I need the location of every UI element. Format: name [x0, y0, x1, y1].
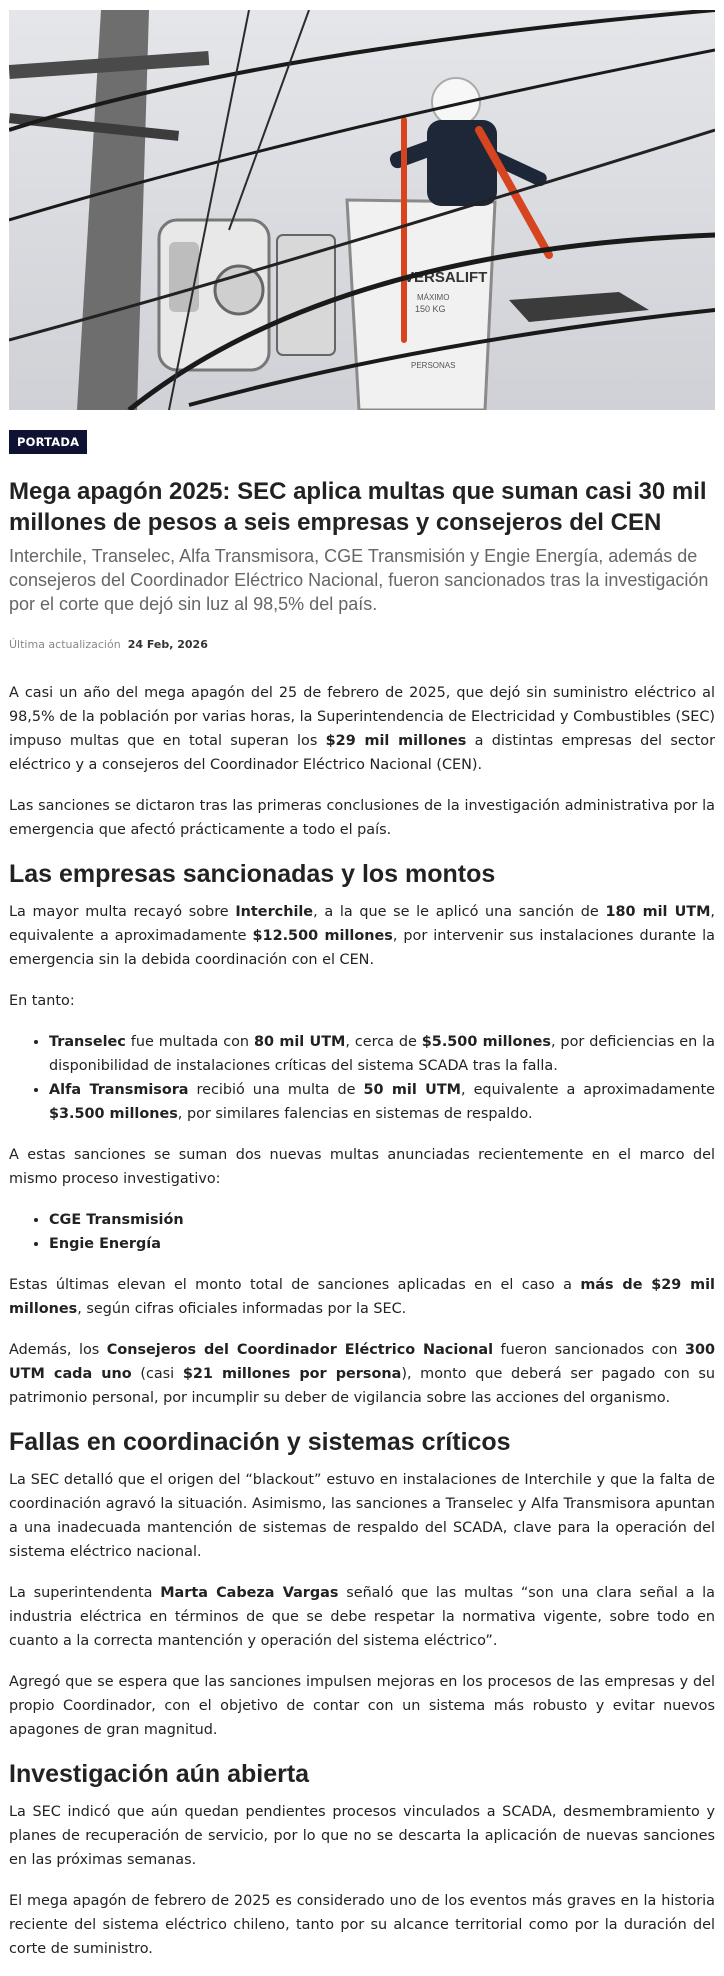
- last-updated-label: Última actualización: [9, 638, 121, 651]
- list-item: • Alfa Transmisora recibió una multa de 50 mil UTM, equivalente a aproximadamente $3.500 millones, por similares falencias en sistemas de respaldo.: [49, 1078, 715, 1126]
- list-item: • Engie Energía: [49, 1232, 715, 1256]
- section-heading: Las empresas sancionadas y los montos: [9, 860, 496, 888]
- paragraph: La mayor multa recayó sobre Interchile, a la que se le aplicó una sanción de 180 mil UTM, equivalente a aproximadamente $12.500 millones, por intervenir sus instalaciones durante la emergencia sin la debida coordinación con el CEN.: [9, 904, 715, 968]
- paragraph: La SEC detalló que el origen del “blackout” estuvo en instalaciones de Interchile y que la falta de coordinación agravó la situación. Asimismo, las sanciones a Transelec y Alfa Transmisora apuntan a una inadecuada mantención de sistemas de respaldo del SCADA, clave para la operación del sistema eléctrico nacional.: [9, 1472, 715, 1560]
- paragraph: La superintendenta Marta Cabeza Vargas señaló que las multas “son una clara señal a la industria eléctrica en términos de que se debe respetar la normativa vigente, sobre todo en cuanto a la correcta mantención y operación del sistema eléctrico”.: [9, 1585, 715, 1649]
- paragraph: El mega apagón de febrero de 2025 es considerado uno de los eventos más graves en la historia reciente del sistema eléctrico chileno, tanto por su alcance territorial como por la duración del corte de suministro.: [9, 1893, 715, 1957]
- paragraph: A estas sanciones se suman dos nuevas multas anunciadas recientemente en el marco del mismo proceso investigativo:: [9, 1147, 715, 1187]
- new-fines-list: [9, 1208, 715, 1256]
- svg-text:PERSONAS: PERSONAS: [411, 361, 456, 370]
- paragraph: Las sanciones se dictaron tras las primeras conclusiones de la investigación administrativa por la emergencia que afectó prácticamente a todo el país.: [9, 798, 715, 838]
- hero-photo: [9, 10, 715, 410]
- paragraph: En tanto:: [9, 993, 75, 1009]
- paragraph: Agregó que se espera que las sanciones impulsen mejoras en los procesos de las empresas y del propio Coordinador, con el objetivo de contar con un sistema más robusto y evitar nuevos apagones de gran magnitud.: [9, 1674, 715, 1738]
- section-heading: Fallas en coordinación y sistemas críticos: [9, 1428, 511, 1456]
- article-title: Mega apagón 2025: SEC aplica multas que suman casi 30 mil millones de pesos a seis empresas y consejeros del CEN: [9, 478, 707, 536]
- svg-text:MÁXIMO: MÁXIMO: [417, 293, 450, 302]
- paragraph: Estas últimas elevan el monto total de sanciones aplicadas en el caso a más de $29 mil millones, según cifras oficiales informadas por la SEC.: [9, 1277, 715, 1317]
- paragraph: Además, los Consejeros del Coordinador Eléctrico Nacional fueron sancionados con 300 UTM cada uno (casi $21 millones por persona), monto que deberá ser pagado con su patrimonio personal, por incumplir su deber de vigilancia sobre las acciones del organismo.: [9, 1342, 716, 1406]
- section-heading: Investigación aún abierta: [9, 1760, 310, 1788]
- svg-text:VERSALIFT: VERSALIFT: [404, 269, 488, 286]
- worker: [427, 120, 497, 206]
- category-badge[interactable]: PORTADA: [9, 430, 87, 454]
- paragraph: La SEC indicó que aún quedan pendientes procesos vinculados a SCADA, desmembramiento y planes de recuperación de servicio, por lo que no se descarta la aplicación de nuevas sanciones en las próximas semanas.: [9, 1804, 715, 1868]
- paragraph: A casi un año del mega apagón del 25 de febrero de 2025, que dejó sin suministro eléctrico al 98,5% de la población por varias horas, la Superintendencia de Electricidad y Combustibles (SEC) impuso multas que en total superan los $29 mil millones a distintas empresas del sector eléctrico y a consejeros del Coordinador Eléctrico Nacional (CEN).: [9, 685, 715, 773]
- last-updated: [9, 638, 715, 651]
- article-lead: Interchile, Transelec, Alfa Transmisora, CGE Transmisión y Engie Energía, además de consejeros del Coordinador Eléctrico Nacional, fueron sancionados tras la investigación por el corte que dejó sin luz al 98,5% del país.: [9, 546, 709, 614]
- last-updated-date: 24 Feb, 2026: [127, 638, 208, 651]
- list-item: • CGE Transmisión: [49, 1208, 715, 1232]
- svg-text:150 KG: 150 KG: [415, 304, 446, 314]
- list-item: • Transelec fue multada con 80 mil UTM, cerca de $5.500 millones, por deficiencias en la disponibilidad de instalaciones críticas del sistema SCADA tras la falla.: [49, 1030, 715, 1078]
- fines-list: [9, 1030, 715, 1126]
- article-body: [9, 681, 715, 1961]
